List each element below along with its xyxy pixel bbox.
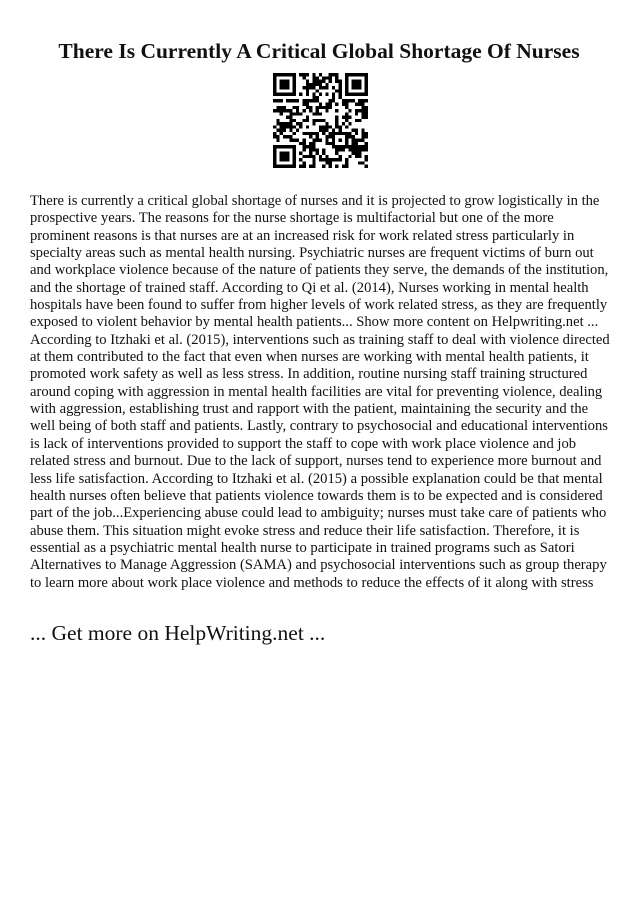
qr-code-icon	[273, 73, 368, 168]
document-body: There is currently a critical global shortage of nurses and it is projected to grow logistically in the prospective years. The reasons for the nurse shortage is multifactorial but one of the more prominent reasons is that nurses are at an increased risk for work related stress particularly in specialty areas such as mental health nursing. Psychiatric nurses are frequent victims of burn out and workplace violence because of the nature of patients they serve, the demands of the institution, and the shortage of trained staff. According to Qi et al. (2014), Nurses working in mental health hospitals have been found to suffer from higher levels of work related stress, as they are frequently exposed to violent behavior by mental health patients... Show more content on Helpwriting.net ... According to Itzhaki et al. (2015), interventions such as training staff to deal with violence directed at them contributed to the fact that even when nurses are working with mental health patients, it promoted work safety as well as less stress. In addition, routine nursing staff training structured around coping with aggression in mental health facilities are vital for preventing violence, dealing with aggression, establishing trust and rapport with the patient, maintaining the security and the well being of both staff and patients. Lastly, contrary to psychosocial and educational interventions is lack of interventions provided to support the staff to cope with work place violence and job related stress and burnout. Due to the lack of support, nurses tend to experience more burnout and less life satisfaction. According to Itzhaki et al. (2015) a possible explanation could be that mental health nurses often believe that patients violence towards them is to be expected and is considered part of the job...Experiencing abuse could lead to ambiguity; nurses must take care of patients who abuse them. This situation might evoke stress and reduce their life satisfaction. Therefore, it is essential as a psychiatric mental health nurse to participate in trained programs such as Satori Alternatives to Manage Aggression (SAMA) and psychosocial interventions such as group therapy to learn more about work place violence and methods to reduce the effects of it along with stress	[30, 193, 610, 591]
get-more-link[interactable]: ... Get more on HelpWriting.net ...	[30, 621, 326, 645]
document-title: There Is Currently A Critical Global Shortage Of Nurses	[58, 39, 580, 63]
